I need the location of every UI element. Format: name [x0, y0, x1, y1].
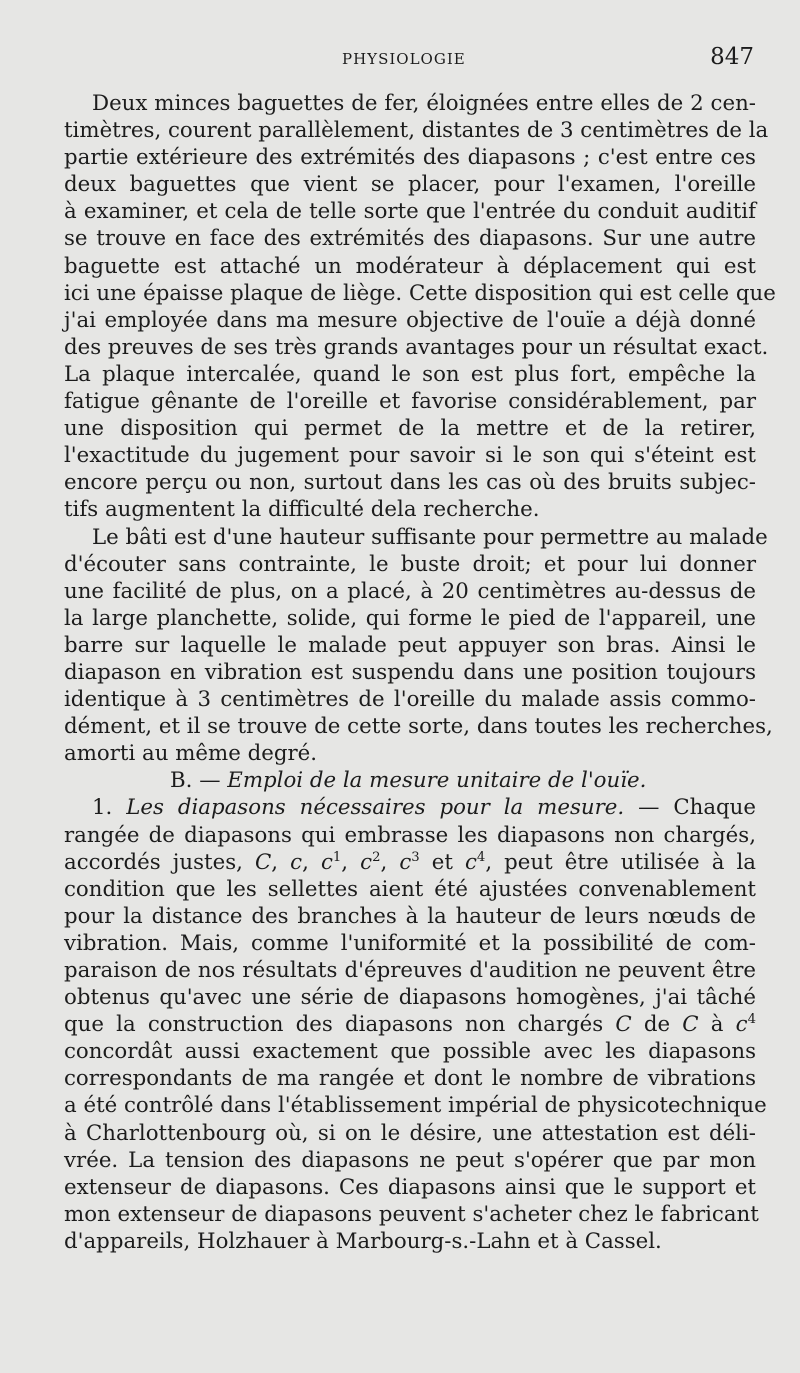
running-title: PHYSIOLOGIE: [342, 50, 466, 68]
text-line: partie extérieure des extrémités des diapasons ; c'est entre ces: [64, 145, 756, 171]
section-heading: [64, 767, 756, 794]
line-head: que la construction des diapasons non chargés: [64, 1012, 604, 1038]
text-line: La plaque intercalée, quand le son est plus fort, empêche la: [64, 361, 756, 387]
note-c4-sup: 4: [476, 849, 486, 865]
text-line: à examiner, et cela de telle sorte que l'entrée du conduit auditif: [64, 199, 756, 225]
line-tail: Chaque: [673, 795, 756, 821]
text-line: mon extenseur de diapasons peuvent s'acheter chez le fabricant: [64, 1201, 759, 1227]
text-line: obtenus qu'avec une série de diapasons homogènes, j'ai tâché: [64, 985, 756, 1011]
note-C: C: [615, 1012, 632, 1038]
text-line: Deux minces baguettes de fer, éloignées entre elles de 2 cen-: [92, 91, 756, 116]
text-line: la large planchette, solide, qui forme le pied de l'appareil, une: [64, 605, 756, 631]
section-title: Emploi de la mesure unitaire de l'ouïe.: [227, 768, 647, 794]
text-line: amorti au même degré.: [64, 741, 318, 767]
paragraph-bati: [64, 524, 773, 768]
paragraph-baguettes: [64, 90, 776, 524]
text-line: barre sur laquelle le malade peut appuyer son bras. Ainsi le: [64, 632, 756, 658]
text-line: une facilité de plus, on a placé, à 20 centimètres au-dessus de: [64, 578, 756, 604]
text-line: condition que les sellettes aient été ajustées convenablement: [64, 876, 756, 902]
paragraph-diapasons: [64, 794, 767, 1255]
text-line: correspondants de ma rangée et dont le nombre de vibrations: [64, 1066, 756, 1092]
subsection-title: Les diapasons nécessaires pour la mesure.: [126, 795, 625, 821]
text-line: deux baguettes que vient se placer, pour l'examen, l'oreille: [64, 172, 756, 198]
text-line: fatigue gênante de l'oreille et favorise considérablement, par: [64, 389, 756, 415]
text-line: [64, 794, 756, 821]
note-C: C: [682, 1012, 699, 1038]
text-line: baguette est attaché un modérateur à déplacement qui est: [64, 253, 756, 279]
subsection-number: 1.: [92, 795, 113, 821]
text-line: dément, et il se trouve de cette sorte, dans toutes les recherches,: [64, 714, 773, 740]
page-header: [0, 44, 800, 76]
text-line: identique à 3 centimètres de l'oreille du malade assis commo-: [64, 687, 756, 713]
text-line: diapason en vibration est suspendu dans une position toujours: [64, 659, 756, 685]
note-c2: c: [360, 849, 373, 875]
text-line: une disposition qui permet de la mettre et de la retirer,: [64, 416, 756, 442]
text-line: vibration. Mais, comme l'uniformité et la possibilité de com-: [64, 930, 756, 956]
section-dash: —: [199, 768, 221, 794]
text-line: j'ai employée dans ma mesure objective de l'ouïe a déjà donné: [64, 307, 756, 333]
page-number: 847: [710, 44, 754, 70]
subsection-dash: —: [638, 795, 660, 821]
text-line: a été contrôlé dans l'établissement impérial de physicotechnique: [64, 1093, 767, 1119]
note-c4-sup: 4: [747, 1012, 756, 1027]
body-text: [64, 90, 776, 1255]
section-letter: B.: [170, 768, 193, 794]
text-line: à Charlottenbourg où, si on le désire, une attestation est déli-: [64, 1120, 756, 1146]
note-c: c: [290, 849, 303, 875]
text-line: d'appareils, Holzhauer à Marbourg-s.-Lahn et à Cassel.: [64, 1228, 662, 1254]
word-a: à: [710, 1012, 724, 1038]
note-c3-sup: 3: [411, 849, 420, 865]
text-line: timètres, courent parallèlement, distantes de 3 centimètres de la: [64, 118, 769, 144]
text-line: vrée. La tension des diapasons ne peut s'opérer que par mon: [64, 1147, 756, 1173]
text-line: pour la distance des branches à la hauteur de leurs nœuds de: [64, 903, 756, 929]
note-c1: c: [320, 849, 333, 875]
text-line: tifs augmentent la difficulté dela recherche.: [64, 497, 540, 523]
text-line: accordés justes, C, c, $c^1$, $c^2$, $c^3$ et $c^4$, peut être utilisée à la: [64, 849, 756, 875]
text-line: Le bâti est d'une hauteur suffisante pour permettre au malade: [92, 524, 768, 550]
line-tail: peut être utilisée à la: [504, 849, 756, 875]
text-line: [64, 1011, 756, 1038]
note-c3: c: [399, 849, 412, 875]
note-C: C: [255, 849, 272, 875]
note-c4: c: [464, 849, 477, 875]
text-line: extenseur de diapasons. Ces diapasons ainsi que le support et: [64, 1174, 756, 1200]
text-line: ici une épaisse plaque de liège. Cette disposition qui est celle que: [64, 280, 776, 306]
note-c1-sup: 1: [332, 849, 342, 865]
line-head: accordés justes,: [64, 849, 243, 875]
word-de: de: [643, 1012, 671, 1038]
text-line: d'écouter sans contrainte, le buste droit; et pour lui donner: [64, 551, 756, 577]
text-line: se trouve en face des extrémités des diapasons. Sur une autre: [64, 226, 756, 252]
note-c4: c: [735, 1012, 748, 1038]
text-line: encore perçu ou non, surtout dans les cas où des bruits subjec-: [64, 470, 756, 496]
text-line: des preuves de ses très grands avantages pour un résultat exact.: [64, 334, 769, 360]
note-et: et: [431, 849, 453, 875]
text-line: concordât aussi exactement que possible avec les diapasons: [64, 1039, 756, 1065]
note-c2-sup: 2: [372, 849, 381, 865]
text-line: rangée de diapasons qui embrasse les diapasons non chargés,: [64, 822, 756, 848]
text-line: l'exactitude du jugement pour savoir si le son qui s'éteint est: [64, 443, 756, 469]
text-line: paraison de nos résultats d'épreuves d'audition ne peuvent être: [64, 958, 756, 983]
